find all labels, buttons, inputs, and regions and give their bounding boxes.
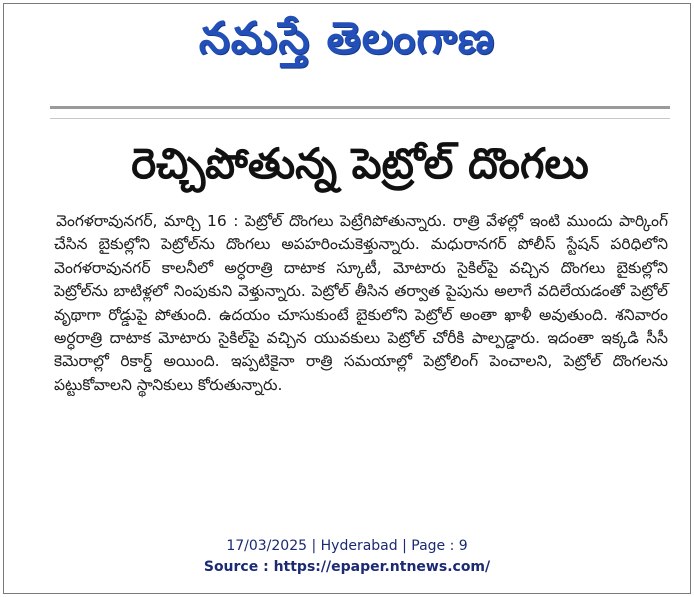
- newspaper-masthead: నమస్తే తెలంగాణ: [198, 13, 496, 64]
- masthead-divider: [50, 106, 670, 109]
- footer-date-city-page: 17/03/2025 | Hyderabad | Page : 9: [226, 538, 468, 554]
- footer-source: Source : https://epaper.ntnews.com/: [203, 559, 491, 575]
- article-headline: రెచ్చిపోతున్న పెట్రోల్ దొంగలు: [131, 139, 589, 188]
- article-body: వెంగళరావునగర్, మార్చి 16 : పెట్రోల్ దొంగలు పెట్రేగిపోతున్నారు. రాత్రి వేళల్లో ఇంటి ముందు పార్కింగ్ చేసిన బైకుల్లోని పెట్రోల్‌ను దొంగలు అపహరించుకెళ్తున్నారు. మధురానగర్ పోలీస్ స్టేషన్ పరిధిలోని వెంగళరావునగర్ కాలనీలో అర్ధరాత్రి దాటాక స్కూటీ, మోటారు సైకిల్‌పై వచ్చిన దొంగలు బైకుల్లోని పెట్రోల్‌ను బాటిళ్లలో నింపుకుని వెళ్తున్నారు. పెట్రోల్ తీసిన తర్వాత పైపును అలాగే వదిలేయడంతో పెట్రోల్ వృథాగా రోడ్డుపై పోతుంది. ఉదయం చూసుకుంటే బైకులోని పెట్రోల్ అంతా ఖాళీ అవుతుంది. శనివారం అర్ధరాత్రి దాటాక మోటారు సైకిల్‌పై వచ్చిన యువకులు పెట్రోల్ చోరీకి పాల్పడ్డారు. ఇదంతా ఇక్కడి సీసీ కెమెరాల్లో రికార్డ్ అయింది. ఇప్పటికైనా రాత్రి సమయాల్లో పెట్రోలింగ్ పెంచాలని, పెట్రోల్ దొంగలను పట్టుకోవాలని స్థానికులు కోరుతున్నారు.: [54, 212, 668, 394]
- masthead-divider-thin: [50, 118, 670, 119]
- clipping-frame: [3, 3, 691, 594]
